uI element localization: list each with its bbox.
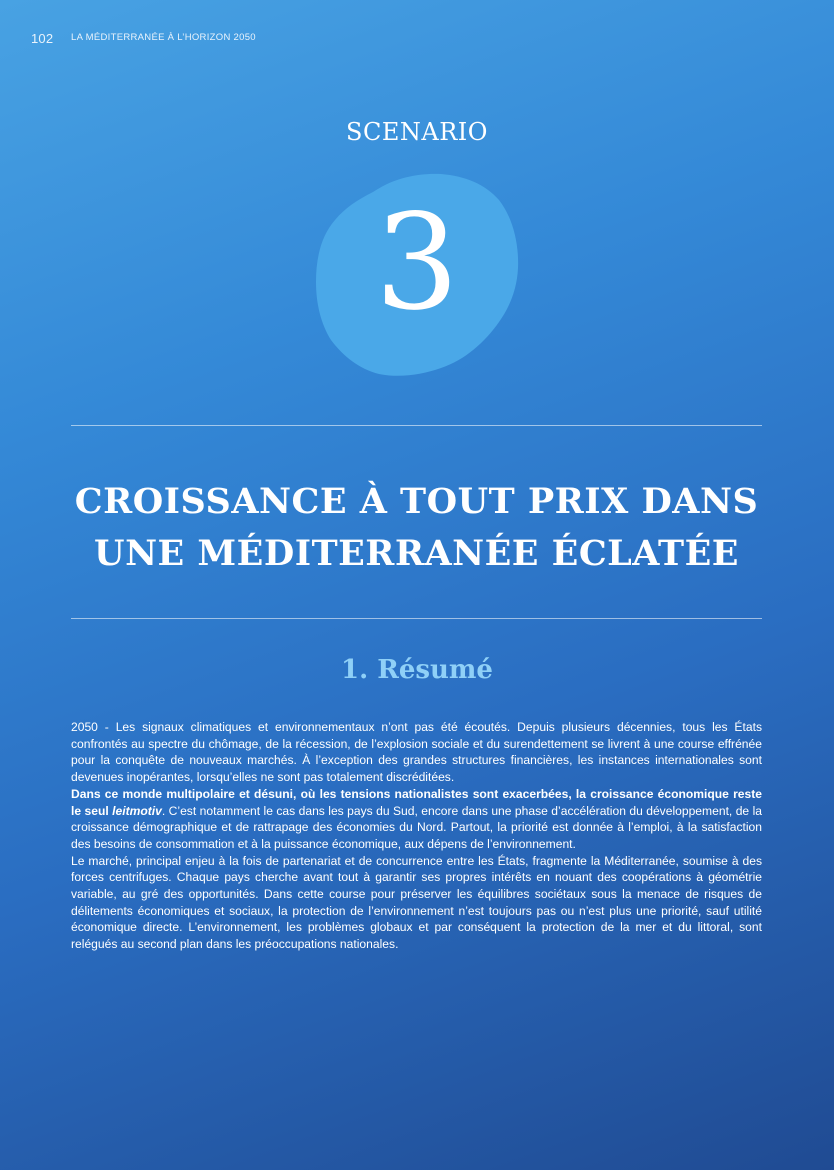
running-head: LA MÉDITERRANÉE À L’HORIZON 2050 (71, 32, 256, 43)
main-title-line-1: CROISSANCE À TOUT PRIX DANS (74, 481, 759, 522)
paragraph-2 (71, 786, 762, 853)
scenario-number: 3 (375, 186, 459, 340)
section-heading: 1. Résumé (341, 655, 493, 685)
scenario-label: SCENARIO (346, 118, 488, 146)
paragraph-2-rest: . C’est notamment le cas dans les pays du Sud, encore dans une phase d’accélération du développement, de la croissance démographique et de rattrapage des économies du Nord. Partout, la priorité est donnée à l’emploi, à la satisfaction des besoins de consommation et à la puissance économique, aux dépens de l’environnement. (71, 803, 762, 851)
divider-bottom (71, 618, 762, 619)
paragraph-2-bold: Dans ce monde multipolaire et désuni, où les tensions nationalistes sont exacerbées, la croissance économique reste le seul (71, 786, 762, 818)
paragraph-2-bold-italic: leitmotiv (112, 803, 162, 818)
body-text (71, 719, 762, 953)
scenario-badge (313, 170, 521, 380)
page-number: 102 (31, 31, 54, 46)
main-title (71, 476, 762, 580)
divider-top (71, 425, 762, 426)
paragraph-3: Le marché, principal enjeu à la fois de partenariat et de concurrence entre les États, fragmente la Méditerranée, soumise à des forces centrifuges. Chaque pays cherche avant tout à garantir ses propres intérêts en nouant des coopérations à géométrie variable, au gré des opportunités. Dans cette course pour préserver les équilibres sociétaux sous la menace de risques de délitements économiques et sociaux, la protection de l’environnement n’est toujours pas ou n’est plus une priorité, sauf utilité économique directe. L’environnement, les problèmes globaux et par conséquent la protection de la mer et du littoral, sont relégués au second plan dans les préoccupations nationales. (71, 853, 762, 952)
main-title-line-2: UNE MÉDITERRANÉE ÉCLATÉE (94, 533, 739, 574)
paragraph-1: 2050 - Les signaux climatiques et environnementaux n’ont pas été écoutés. Depuis plusieurs décennies, tous les États confrontés au spectre du chômage, de la récession, de l’explosion sociale et du surendettement se livrent à une course effrénée pour la conquête de nouveaux marchés. À l’exception des grandes structures financières, les instances internationales sont devenues inopérantes, lorsqu’elles ne sont pas totalement discréditées. (71, 720, 762, 785)
